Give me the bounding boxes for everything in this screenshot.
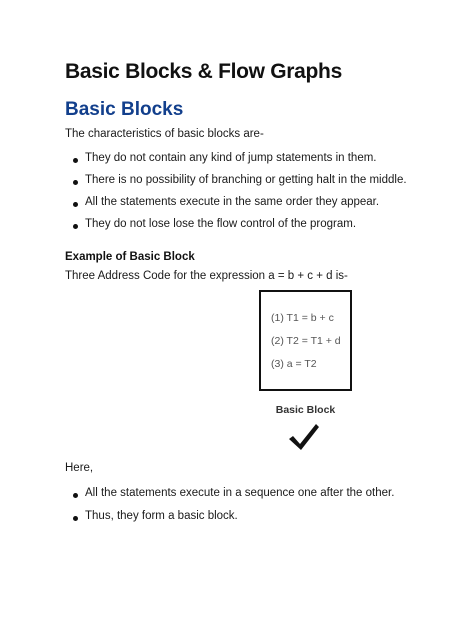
example-paragraph: Three Address Code for the expression a = b + c + d is- [65,270,348,282]
list-item: They do not lose lose the flow control of the program. [65,218,407,240]
list-item: There is no possibility of branching or getting halt in the middle. [65,174,407,196]
here-paragraph: Here, [65,462,94,474]
list-item: Thus, they form a basic block. [65,510,394,533]
conclusion-list [65,487,394,533]
page-title: Basic Blocks & Flow Graphs [65,60,342,83]
characteristics-list [65,152,407,240]
basic-block-figure [259,290,352,391]
figure-caption: Basic Block [275,404,336,416]
list-item: All the statements execute in a sequence one after the other. [65,487,394,510]
code-line: (3) a = T2 [271,358,317,370]
checkmark-icon [287,422,321,452]
code-line: (1) T1 = b + c [271,312,334,324]
list-item: They do not contain any kind of jump statements in them. [65,152,407,174]
code-line: (2) T2 = T1 + d [271,335,341,347]
intro-paragraph: The characteristics of basic blocks are- [65,128,264,140]
list-item: All the statements execute in the same order they appear. [65,196,407,218]
section-heading: Basic Blocks [65,99,184,120]
example-heading: Example of Basic Block [65,251,195,263]
